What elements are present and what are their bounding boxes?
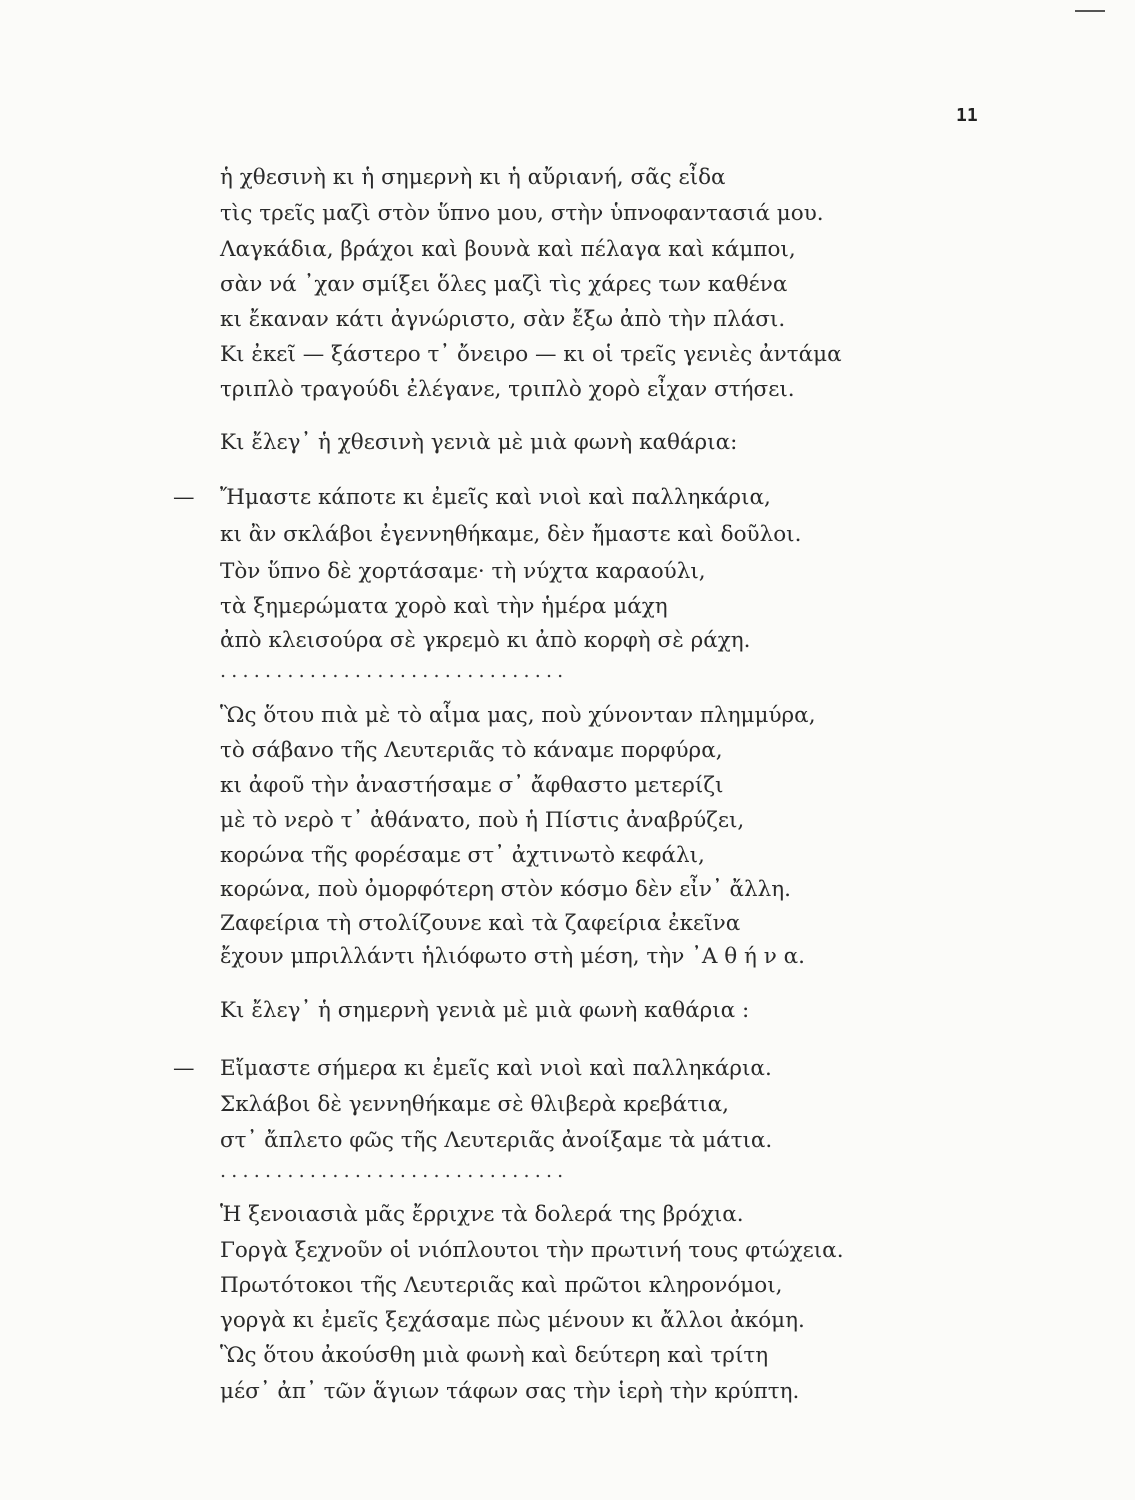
verse-line: Κι ἐκεῖ — ξάστερο τ᾽ ὄνειρο — κι οἱ τρεῖς γενιὲς ἀντάμα <box>220 342 842 367</box>
verse-line: Ζαφείρια τὴ στολίζουνε καὶ τὰ ζαφείρια ἐκεῖνα <box>220 911 741 936</box>
verse-line: στ᾽ ἄπλετο φῶς τῆς Λευτεριᾶς ἀνοίξαμε τὰ μάτια. <box>220 1128 773 1153</box>
verse-line: μὲ τὸ νερὸ τ᾽ ἀθάνατο, ποὺ ἡ Πίστις ἀναβρύζει, <box>220 808 745 833</box>
verse-line: ἡ χθεσινὴ κι ἡ σημερνὴ κι ἡ αὔριανή, σᾶς εἶδα <box>220 165 726 190</box>
verse-line: κορώνα τῆς φορέσαμε στ᾽ ἀχτινωτὸ κεφάλι, <box>220 843 705 868</box>
verse-line: γοργὰ κι ἐμεῖς ξεχάσαμε πὼς μένουν κι ἄλλοι ἀκόμη. <box>220 1308 805 1333</box>
verse-line: σὰν νά ᾽χαν σμίξει ὅλες μαζὶ τὶς χάρες των καθένα <box>220 272 788 297</box>
verse-line: Ὣς ὅτου πιὰ μὲ τὸ αἷμα μας, ποὺ χύνονταν πλημμύρα, <box>220 703 816 728</box>
verse-line: Γοργὰ ξεχνοῦν οἱ νιόπλουτοι τὴν πρωτινή τους φτώχεια. <box>220 1238 844 1263</box>
verse-line: ἔχουν μπριλλάντι ἡλιόφωτο στὴ μέση, τὴν ᾽Α θ ή ν α. <box>220 944 805 969</box>
verse-line: Ὣς ὅτου ἀκούσθη μιὰ φωνὴ καὶ δεύτερη καὶ τρίτη <box>220 1343 769 1368</box>
verse-line: τὸ σάβανο τῆς Λευτεριᾶς τὸ κάναμε πορφύρα, <box>220 738 723 763</box>
verse-line: κι ἂν σκλάβοι ἐγεννηθήκαμε, δὲν ἤμαστε καὶ δοῦλοι. <box>220 522 802 547</box>
verse-line: κορώνα, ποὺ ὀμορφότερη στὸν κόσμο δὲν εἶν᾽ ἄλλη. <box>220 877 791 902</box>
verse-line: ἀπὸ κλεισούρα σὲ γκρεμὸ κι ἀπὸ κορφὴ σὲ ράχη. <box>220 628 751 653</box>
verse-line: τριπλὸ τραγούδι ἐλέγανε, τριπλὸ χορὸ εἶχαν στήσει. <box>220 377 795 402</box>
verse-line: τὰ ξημερώματα χορὸ καὶ τὴν ἡμέρα μάχη <box>220 594 668 619</box>
verse-line: Τὸν ὕπνο δὲ χορτάσαμε· τὴ νύχτα καραούλι, <box>220 559 706 584</box>
verse-line: Ἡ ξενοιασιὰ μᾶς ἔρριχνε τὰ δολερά της βρόχια. <box>220 1202 744 1227</box>
page-number: 11 <box>956 105 978 126</box>
ellipsis-row: ............................... <box>220 660 569 682</box>
verse-line: Σκλάβοι δὲ γεννηθήκαμε σὲ θλιβερὰ κρεβάτια, <box>220 1092 729 1117</box>
verse-line: Πρωτότοκοι τῆς Λευτεριᾶς καὶ πρῶτοι κληρονόμοι, <box>220 1273 783 1298</box>
verse-line: Εἴμαστε σήμερα κι ἐμεῖς καὶ νιοὶ καὶ παλληκάρια. <box>220 1056 772 1081</box>
verse-line: Κι ἔλεγ᾽ ἡ χθεσινὴ γενιὰ μὲ μιὰ φωνὴ καθάρια: <box>220 430 738 455</box>
verse-line: Ἤμαστε κάποτε κι ἐμεῖς καὶ νιοὶ καὶ παλληκάρια, <box>220 485 771 510</box>
ellipsis-row: ............................... <box>220 1160 569 1182</box>
page-edge-mark <box>1075 10 1105 12</box>
verse-line: κι ἔκαναν κάτι ἀγνώριστο, σὰν ἔξω ἀπὸ τὴν πλάσι. <box>220 307 786 332</box>
verse-line: μέσ᾽ ἀπ᾽ τῶν ἅγιων τάφων σας τὴν ἱερὴ τὴν κρύπτη. <box>220 1379 800 1404</box>
verse-line: Λαγκάδια, βράχοι καὶ βουνὰ καὶ πέλαγα καὶ κάμποι, <box>220 237 796 262</box>
speech-dash: — <box>173 485 195 510</box>
verse-line: κι ἀφοῦ τὴν ἀναστήσαμε σ᾽ ἄφθαστο μετερίζι <box>220 773 724 798</box>
verse-line: τὶς τρεῖς μαζὶ στὸν ὕπνο μου, στὴν ὑπνοφαντασιά μου. <box>220 201 824 226</box>
speech-dash: — <box>173 1056 195 1081</box>
verse-line: Κι ἔλεγ᾽ ἡ σημερνὴ γενιὰ μὲ μιὰ φωνὴ καθάρια : <box>220 998 750 1023</box>
